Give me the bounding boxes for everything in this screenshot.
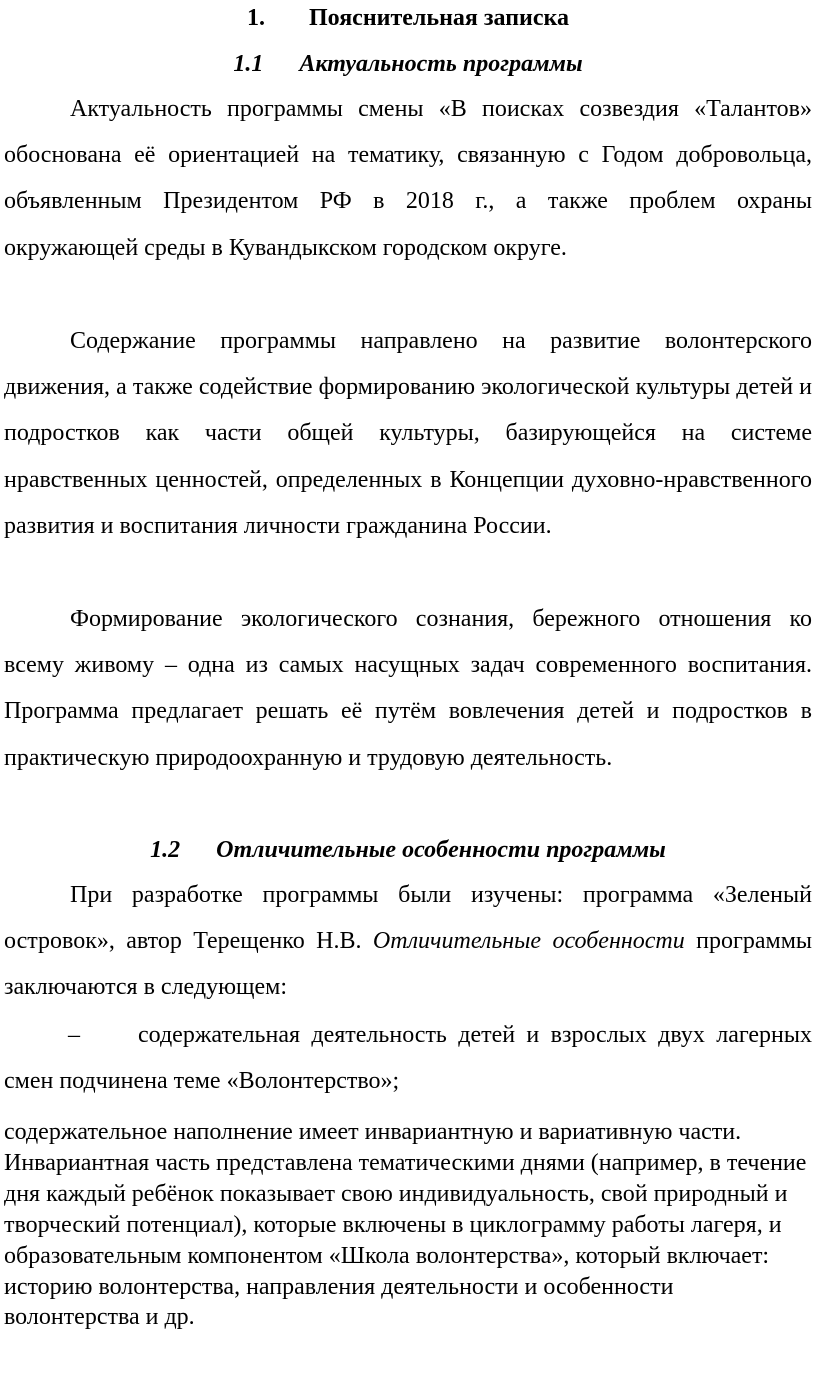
paragraph-features-intro — [4, 872, 812, 1011]
intro-text: При разработке программы были изучены: программа «Зеленый островок», автор Терещенко Н.В. — [4, 882, 812, 955]
paragraph-relevance: Актуальность программы смены «В поисках созвездия «Талантов» обоснована её ориентацией на тематику, связанную с Годом добровольца, объявленным Президентом РФ в 2018 г., а также проблем охраны окружающей среды в Кувандыкском городском округе. — [4, 96, 812, 261]
intro-italic: Отличительные особенности — [372, 928, 685, 955]
bullet-text: содержательная деятельность детей и взрослых двух лагерных смен подчинена теме «Волонтерство»; — [4, 1022, 812, 1095]
intro-tail: программы заключаются в следующем: — [4, 928, 813, 1001]
paragraph-structure: содержательное наполнение имеет инвариантную и вариативную части. Инвариантная часть представлена тематическими днями (например, в течение дня каждый ребёнок показывает свою индивидуальность, свой природный и творческий потенциал), которые включены в циклограмму работы лагеря, и образовательным компонентом «Школа волонтерства», который включает: историю волонтерства, направления деятельности и особенности волонтерства и др. — [4, 1119, 807, 1331]
section-title: Отличительные особенности программы — [216, 837, 666, 863]
main-heading-number: 1. — [246, 5, 265, 31]
paragraph-content: Содержание программы направлено на развитие волонтерского движения, а также содействие формированию экологической культуры детей и подростков как части общей культуры, базирующейся на системе нравственных ценностей, определенных в Концепции духовно-нравственного развития и воспитания личности гражданина России. — [4, 328, 812, 539]
list-item — [4, 1012, 812, 1104]
section-number: 1.1 — [233, 51, 264, 77]
section-heading-relevance — [0, 48, 816, 80]
main-heading-title: Пояснительная записка — [308, 5, 569, 31]
section-heading-features — [0, 834, 816, 866]
paragraph-ecology: Формирование экологического сознания, бережного отношения ко всему живому – одна из самых насущных задач современного воспитания. Программа предлагает решать её путём вовлечения детей и подростков в практическую природоохранную и трудовую деятельность. — [4, 606, 812, 771]
section-number: 1.2 — [150, 837, 181, 863]
main-heading — [0, 2, 816, 34]
section-title: Актуальность программы — [299, 51, 583, 77]
bullet-marker: – — [68, 1022, 80, 1048]
